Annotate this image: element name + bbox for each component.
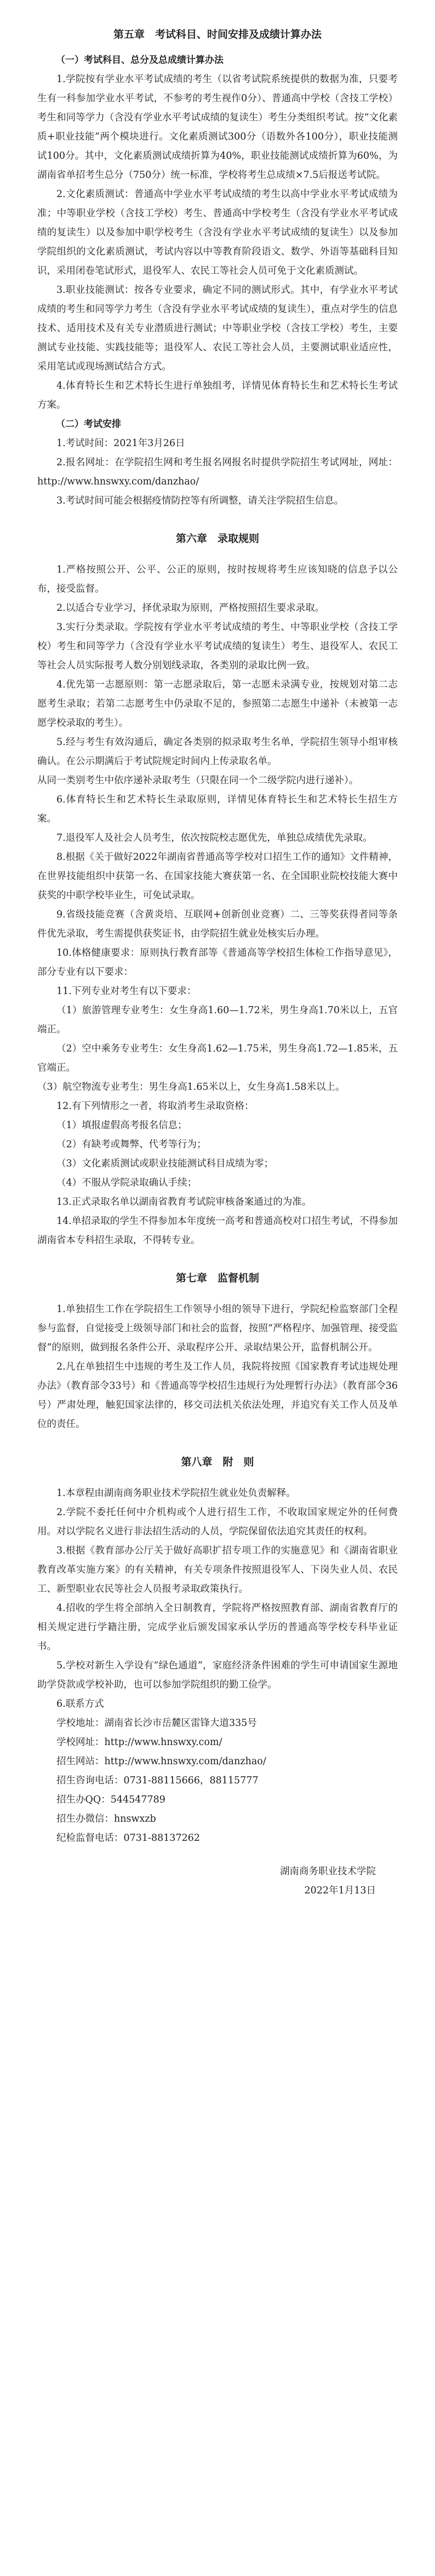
signature-institution: 湖南商务职业技术学院 bbox=[280, 1866, 376, 1877]
paragraph: 5.学校对新生入学设有“绿色通道”，家庭经济条件困难的学生可申请国家生源地助学贷款或学校补助，也可以参加学院组织的勤工俭学。 bbox=[37, 1660, 398, 1690]
paragraph: 4.优先第一志愿原则：第一志愿录取后，第一志愿未录满专业，按规划对第二志愿考生录取；若第二志愿考生中仍录取不足的，参照第二志愿生中递补（未被第一志愿学校录取的考生）。 bbox=[37, 679, 398, 729]
paragraph: 5.经与考生有效沟通后，确定各类别的拟录取考生名单，学院招生领导小组审核确认。在公示期满后于考试院规定时间内上传录取名单。 bbox=[37, 737, 398, 767]
paragraph: 2.学院不委托任何中介机构或个人进行招生工作，不收取国家规定外的任何费用。对以学院名义进行非法招生活动的人员，学院保留依法追究其责任的权利。 bbox=[37, 1507, 398, 1537]
contact-heading: 6.联系方式 bbox=[56, 1699, 104, 1709]
paragraph: 13.正式录取名单以湖南省教育考试院审核备案通过的为准。 bbox=[56, 1197, 312, 1208]
paragraph: 2.文化素质测试：普通高中学业水平考试成绩的考生以高中学业水平考试成绩为准；中等职业学校（含技工学校）考生、普通高中学校考生（含没有学业水平考试成绩的复读生）以及参加中职学校考生（含没有学业水平考试成绩的复读生）以及参加学院组织的文化素质测试，考试内容以中等教育阶段语文、数学、外语等基础科目知识，采用闭卷笔试形式，退役军人、农民工等社会人员可免于文化素质测试。 bbox=[37, 189, 398, 276]
list-item: （3）文化素质测试或职业技能测试科目成绩为零； bbox=[56, 1158, 274, 1169]
paragraph: 4.体育特长生和艺术特长生进行单独组考，详情见体育特长生和艺术特长生考试方案。 bbox=[37, 380, 398, 411]
paragraph: 1.单独招生工作在学院招生工作领导小组的领导下进行，学院纪检监察部门全程参与监督，自觉接受上级领导部门和社会的监督，按照“严格程序、加强管理、接受监督”的原则，做到报名条件公开、录取程序公开、录取结果公开，监督机制公开。 bbox=[37, 1304, 398, 1353]
paragraph: 6.体育特长生和艺术特长生录取原则，详情见体育特长生和艺术特长生招生方案。 bbox=[37, 794, 398, 824]
paragraph: 1.考试时间：2021年3月26日 bbox=[56, 438, 185, 449]
admission-phone: 招生咨询电话：0731-88115666，88115777 bbox=[56, 1775, 259, 1786]
paragraph: 2.凡在单独招生中违规的考生及工作人员，我院将按照《国家教育考试违规处理办法》（教育部令33号）和《普通高等学校招生违规行为处理暂行办法》（教育部令36号）严肃处理，触犯国家法律的，移交司法机关依法处理，并追究有关工作人员及单位的责任。 bbox=[37, 1361, 398, 1430]
paragraph: 10.体格健康要求：原则执行教育部等《普通高等学校招生体检工作指导意见》，部分专业有以下要求： bbox=[37, 948, 398, 978]
chapter-6-title: 第六章 录取规则 bbox=[175, 533, 259, 545]
paragraph: 1.严格按照公开、公平、公正的原则，按时按规将考生应该知晓的信息予以公布，接受监督。 bbox=[37, 564, 398, 594]
paragraph: 7.退役军人及社会人员考生，依次按院校志愿优先，单独总成绩优先录取。 bbox=[56, 833, 373, 844]
chapter-8-title: 第八章 附 则 bbox=[181, 1456, 254, 1468]
paragraph: 3.实行分类录取。学院按有学业水平考试成绩的考生、中等职业学校（含技工学校）考生和同等学力（含没有学业水平考试成绩的复读生）考生、退役军人、农民工等社会人员实际报考人数分别划线录取，各类别的录取比例一致。 bbox=[37, 622, 398, 671]
paragraph: （3）航空物流专业考生：男生身高1.65米以上，女生身高1.58米以上。 bbox=[37, 1082, 345, 1093]
admission-website: 招生网站：http://www.hnswxy.com/danzhao/ bbox=[56, 1756, 266, 1767]
list-item: （2）有缺考或舞弊、代考等行为； bbox=[56, 1139, 207, 1150]
paragraph: 3.根据《教育部办公厅关于做好高职扩招专项工作的实施意见》和《湖南省职业教育改革实施方案》的有关精神，有关专项条件按照退役军人、下岗失业人员、农民工、新型职业农民等社会人员报考录取政策执行。 bbox=[37, 1545, 398, 1595]
admission-wechat: 招生办微信：hnswxzb bbox=[56, 1813, 156, 1824]
chapter-7-title: 第七章 监督机制 bbox=[175, 1272, 259, 1284]
paragraph: （2）空中乘务专业考生：女生身高1.62—1.75米，男生身高1.72—1.85米，五官端正。 bbox=[37, 1043, 398, 1073]
school-address: 学校地址：湖南省长沙市岳麓区雷锋大道335号 bbox=[56, 1718, 257, 1729]
paragraph: 3.考试时间可能会根据疫情防控等有所调整，请关注学院招生信息。 bbox=[56, 495, 344, 506]
paragraph: 9.省级技能竞赛（含黄炎培、互联网+创新创业竞赛）二、三等奖获得者同等条件优先录取，考生需提供获奖证书，由学院招生就业处核实后办理。 bbox=[37, 909, 398, 939]
paragraph: 3.职业技能测试：按各专业要求，确定不同的测试形式。其中，有学业水平考试成绩的考生和同等学力考生（含没有学业水平考试成绩的复读生），重点对学生的信息技术、适用技术及有关专业潜质进行测试；中等职业学校（含技工学校）考生，主要测试专业技能、实践技能等；退役军人、农民工等社会人员，主要测试职业适应性，采用笔试或现场测试结合方式。 bbox=[37, 285, 398, 372]
paragraph: 11.下列专业对考生有以下要求： bbox=[56, 986, 197, 997]
paragraph: 12.有下列情形之一者，将取消考生录取资格： bbox=[56, 1101, 254, 1112]
list-item: （1）填报虚假高考报名信息； bbox=[56, 1120, 187, 1131]
paragraph: 1.本章程由湖南商务职业技术学院招生就业处负责解释。 bbox=[56, 1488, 296, 1499]
paragraph: 2.以适合专业学习，择优录取为原则，严格按照招生要求录取。 bbox=[56, 603, 325, 614]
paragraph: （1）旅游管理专业考生：女生身高1.60—1.72米，男生身高1.70米以上，五官端正。 bbox=[37, 1005, 398, 1035]
paragraph: 1.学院按有学业水平考试成绩的考生（以省考试院系统提供的数据为准，只要考生有一科参加学业水平考试，不参考的考生视作0分）、普通高中学校（含技工学校）考生和同等学力（含没有学业水平考试成绩的复读生）考生分类组织考试。按“文化素质+职业技能”两个模块进行。文化素质测试300分（语数外各100分），职业技能测试100分。其中，文化素质测试成绩折算为40%，职业技能测试成绩折算为60%，为湖南省单招考生总分（750分）统一标准，学校将考生总成绩×7.5后报送考试院。 bbox=[37, 74, 398, 181]
paragraph: 从同一类别考生中依序递补录取考生（只限在同一个二级学院内进行递补）。 bbox=[37, 775, 359, 786]
list-item: （4）不服从学院录取确认手续； bbox=[56, 1177, 197, 1188]
supervision-phone: 纪检监督电话：0731-88137262 bbox=[56, 1833, 201, 1844]
section-subjects-heading: （一）考试科目、总分及总成绩计算办法 bbox=[56, 55, 224, 66]
signature-date: 2022年1月13日 bbox=[304, 1885, 376, 1896]
paragraph: 8.根据《关于做好2022年湖南省普通高等学校对口招生工作的通知》文件精神，在世界技能组织中获第一名、在国家技能大赛获第一名、在全国职业院校技能大赛中获奖的中职学校毕业生，可免试录取。 bbox=[37, 852, 398, 901]
admission-qq: 招生办QQ：544547789 bbox=[56, 1794, 165, 1805]
section-schedule-heading: （二）考试安排 bbox=[56, 419, 121, 430]
paragraph: 2.报名网址：在学院招生网和考生报名网报名时提供学院招生考试网址，网址：http://www.hnswxy.com/danzhao/ bbox=[37, 457, 398, 487]
school-website: 学校网址：http://www.hnswxy.com/ bbox=[56, 1737, 222, 1748]
paragraph: 4.招收的学生将全部纳入全日制教育，学院将严格按照教育部、湖南省教育厅的相关规定进行学籍注册，完成学业后颁发国家承认学历的普通高等学校专科毕业证书。 bbox=[37, 1603, 398, 1652]
paragraph: 14.单招录取的学生不得参加本年度统一高考和普通高校对口招生考试，不得参加湖南省本专科招生录取，不得转专业。 bbox=[37, 1216, 398, 1246]
chapter-5-title: 第五章 考试科目、时间安排及成绩计算办法 bbox=[113, 28, 322, 41]
